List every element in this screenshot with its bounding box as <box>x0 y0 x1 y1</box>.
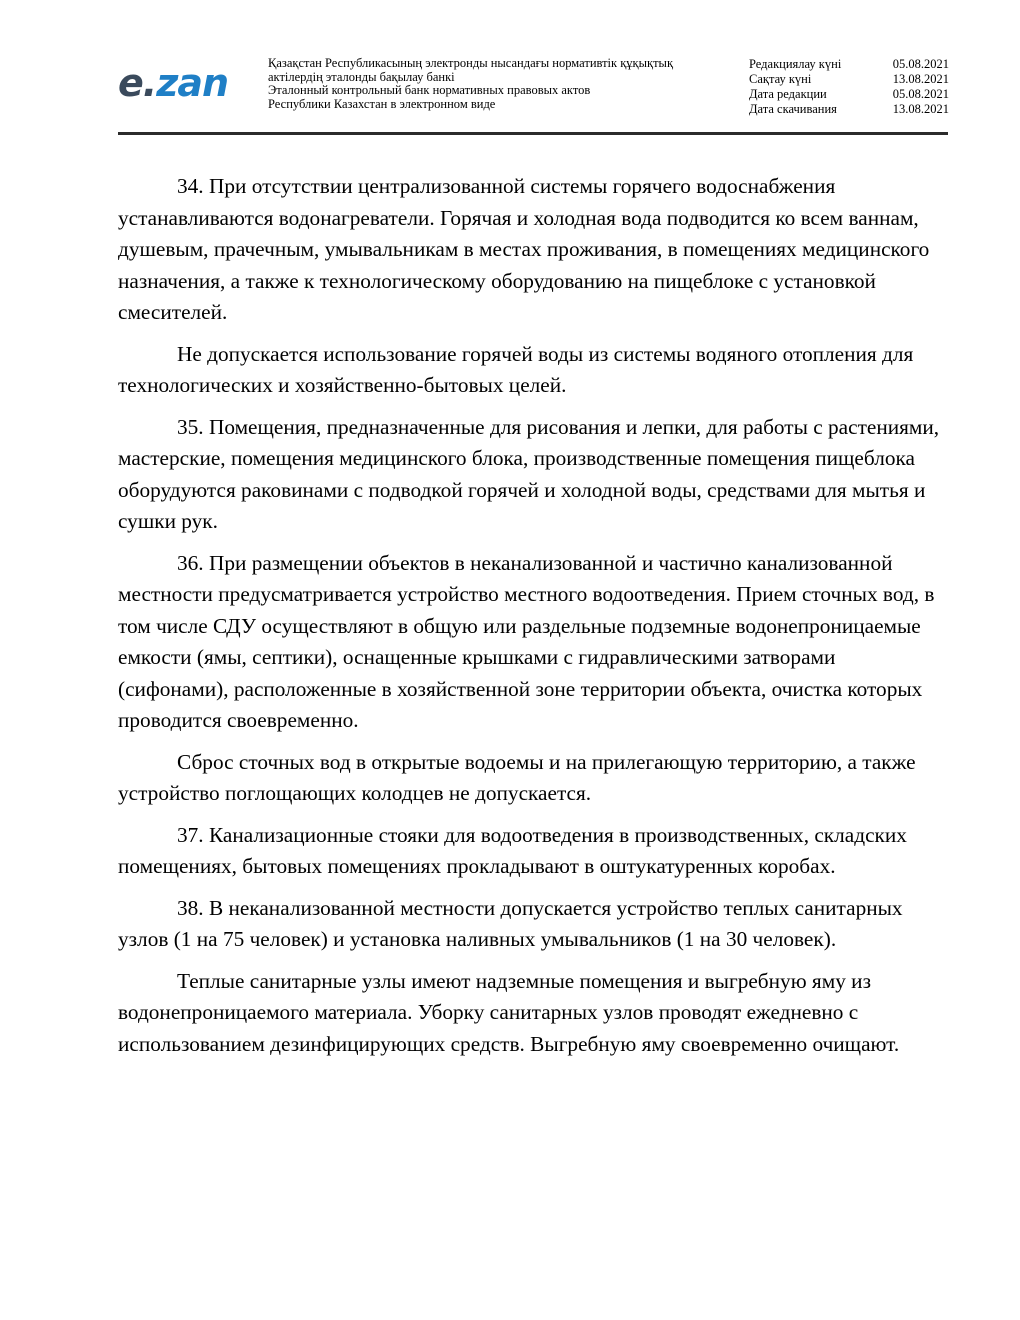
paragraph-36: 36. При размещении объектов в неканализованной и частично канализованной местности предусматривается устройство местного водоотведения. Прием сточных вод, в том числе СДУ осуществляют в общую или раздельные подземные водонепроницаемые емкости (ямы, септики), оснащенные крышками с гидравлическими затворами (сифонами), расположенные в хозяйственной зоне территории объекта, очистка которых проводится своевременно. <box>118 550 935 732</box>
date-value: 05.08.2021 <box>892 57 949 71</box>
header-dates <box>749 57 949 117</box>
date-label: Редакциялау күні <box>749 57 842 71</box>
header-line: актілердің эталонды бақылау банкі <box>268 69 455 84</box>
date-row <box>749 102 949 117</box>
paragraph-hot-water: Не допускается использование горячей воды из системы водяного отопления для технологических и хозяйственно-бытовых целей. <box>118 341 914 397</box>
header-line: Республики Казахстан в электронном виде <box>268 96 496 111</box>
paragraph-35: 35. Помещения, предназначенные для рисования и лепки, для работы с растениями, мастерские, помещения медицинского блока, производственные помещения пищеблока оборудуются раковинами с подводкой горячей и холодной воды, средствами для мытья и сушки рук. <box>118 414 940 533</box>
header-line: Қазақстан Республикасының электронды нысандағы нормативтік құқықтық <box>268 56 674 70</box>
document-body <box>118 171 948 1070</box>
header-line: Эталонный контрольный банк нормативных правовых актов <box>268 83 591 97</box>
date-label: Дата редакции <box>749 87 827 101</box>
paragraph-38: 38. В неканализованной местности допускается устройство теплых санитарных узлов (1 на 75 человек) и установка наливных умывальников (1 на 30 человек). <box>118 895 903 951</box>
date-row <box>749 72 949 87</box>
date-label: Дата скачивания <box>749 102 837 116</box>
date-row <box>749 87 949 102</box>
header-bank-title <box>268 57 708 111</box>
paragraph-37: 37. Канализационные стояки для водоотведения в производственных, складских помещениях, бытовых помещениях прокладывают в оштукатуренных коробах. <box>118 822 907 878</box>
logo-dot: . <box>142 61 157 105</box>
paragraph-wastewater: Сброс сточных вод в открытые водоемы и на прилегающую территорию, а также устройство поглощающих колодцев не допускается. <box>118 749 916 805</box>
date-value: 13.08.2021 <box>892 102 949 116</box>
logo-zan: zan <box>156 61 229 105</box>
date-row <box>749 57 949 72</box>
document-header <box>118 55 948 133</box>
paragraph-sanitary: Теплые санитарные узлы имеют надземные помещения и выгребную яму из водонепроницаемого материала. Уборку санитарных узлов проводят ежедневно с использованием дезинфицирующих средств. Выгребную яму своевременно очищают. <box>118 968 900 1056</box>
ezan-logo <box>118 63 238 103</box>
paragraph-34: 34. При отсутствии централизованной системы горячего водоснабжения устанавливаются водонагреватели. Горячая и холодная вода подводится ко всем ваннам, душевым, прачечным, умывальникам в местах проживания, в помещениях медицинского назначения, а также к технологическому оборудованию на пищеблоке с установкой смесителей. <box>118 174 930 324</box>
date-value: 05.08.2021 <box>892 87 949 101</box>
header-divider <box>118 132 948 135</box>
date-value: 13.08.2021 <box>892 72 949 86</box>
date-label: Сақтау күні <box>749 72 812 86</box>
logo-e: e <box>118 61 143 105</box>
